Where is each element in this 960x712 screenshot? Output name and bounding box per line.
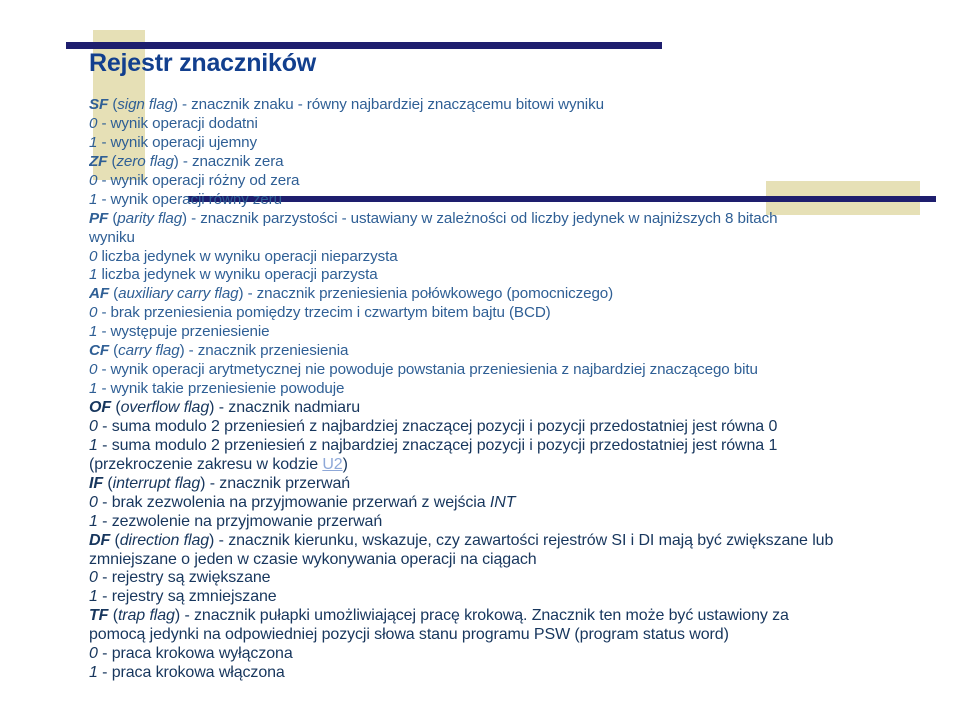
line-text: liczba jedynek w wyniku operacji parzysta xyxy=(97,266,378,284)
line-text: - znacznik przeniesienia xyxy=(184,342,349,360)
line-after: ) xyxy=(342,455,348,473)
line-text: - znacznik znaku - równy najbardziej znaczącemu bitowi wyniku xyxy=(177,96,604,113)
line-text: - suma modulo 2 przeniesień z najbardziej znaczącej pozycji i pozycji przedostatniej jest równa 1 xyxy=(97,436,778,454)
line-text: - wynik operacji różny od zera xyxy=(97,171,300,189)
text-line xyxy=(89,437,960,456)
line-text: - znacznik kierunku, wskazuje, czy zawartości rejestrów SI i DI mają być zwiększane lub xyxy=(214,531,834,549)
text-line xyxy=(89,229,960,248)
flag-line: TF (trap flag) - znacznik pułapki umożliwiającej pracę krokową. Znacznik ten może być ustawiony za xyxy=(89,607,789,625)
line-text: - znacznik przeniesienia połówkowego (pomocniczego) xyxy=(243,285,614,303)
text-line xyxy=(89,380,960,399)
flag-key: PF xyxy=(89,209,109,227)
flag-value: 1 xyxy=(89,133,98,151)
line-text: liczba jedynek w wyniku operacji nieparzysta xyxy=(97,247,398,265)
flag-line: IF (interrupt flag) - znacznik przerwań xyxy=(89,474,351,492)
flag-value: 1 xyxy=(89,323,98,341)
line-text: - brak zezwolenia na przyjmowanie przerwań z wejścia xyxy=(97,493,490,511)
line-text: - praca krokowa wyłączona xyxy=(97,645,293,663)
flag-key: CF xyxy=(89,342,110,360)
flag-key: AF xyxy=(89,285,110,303)
flag-key: ZF xyxy=(89,152,108,170)
flag-name: trap flag xyxy=(117,607,175,625)
text-line xyxy=(89,513,960,532)
text-line xyxy=(89,664,960,683)
flag-name: carry flag xyxy=(118,342,180,360)
flag-name: interrupt flag xyxy=(112,474,201,492)
flag-key: TF xyxy=(89,607,109,625)
text-line xyxy=(89,115,960,134)
line-text: zmniejszane o jeden w czasie wykonywania operacji na ciągach xyxy=(89,550,537,568)
flag-value: 1 xyxy=(89,512,98,530)
line-text: - wynik operacji ujemny xyxy=(97,133,258,151)
flag-line: ZF (zero flag) - znacznik zera xyxy=(89,152,284,170)
flag-key: SF xyxy=(89,96,109,113)
text-line xyxy=(89,551,960,570)
text-line xyxy=(89,248,960,267)
decor-top-line xyxy=(66,42,662,49)
link[interactable]: U2 xyxy=(322,455,343,473)
flag-value: 0 xyxy=(89,493,98,511)
flag-name: auxiliary carry flag xyxy=(118,285,239,303)
line-text: - znacznik pułapki umożliwiającej pracę krokową. Znacznik ten może być ustawiony za xyxy=(180,607,789,625)
flag-value: 0 xyxy=(89,171,98,189)
slide-title: Rejestr znaczników xyxy=(89,49,317,77)
flag-value: 1 xyxy=(89,664,98,682)
line-text: - znacznik zera xyxy=(178,152,284,170)
text-line xyxy=(89,418,960,437)
flag-value: 0 xyxy=(89,417,98,435)
flag-value: 0 xyxy=(89,361,98,379)
line-text: - rejestry są zwiększane xyxy=(97,569,271,587)
flag-value: 0 xyxy=(89,569,98,587)
line-text: - praca krokowa włączona xyxy=(97,664,285,682)
flag-name: sign flag xyxy=(117,96,173,113)
line-text: - wynik operacji arytmetycznej nie powoduje powstania przeniesienia z najbardziej znaczącego bitu xyxy=(97,361,758,379)
text-line xyxy=(89,134,960,153)
text-line xyxy=(89,323,960,342)
flag-value: 0 xyxy=(89,114,98,132)
slide-body xyxy=(89,96,960,683)
flag-line: OF (overflow flag) - znacznik nadmiaru xyxy=(89,399,360,416)
flag-name: overflow flag xyxy=(120,399,210,416)
flag-value: 0 xyxy=(89,304,98,322)
flag-line: SF (sign flag) - znacznik znaku - równy najbardziej znaczącemu bitowi wyniku xyxy=(89,96,604,113)
flag-key: IF xyxy=(89,474,104,492)
line-tail: INT xyxy=(489,493,516,511)
text-line xyxy=(89,191,960,210)
flag-name: zero flag xyxy=(116,152,174,170)
flag-value: 1 xyxy=(89,266,98,284)
text-line xyxy=(89,645,960,664)
flag-value: 0 xyxy=(89,645,98,663)
line-text: - wynik operacji dodatni xyxy=(97,114,258,132)
text-line xyxy=(89,266,960,285)
flag-line: DF (direction flag) - znacznik kierunku, wskazuje, czy zawartości rejestrów SI i DI mają być zwiększane lub xyxy=(89,531,834,549)
text-line xyxy=(89,494,960,513)
flag-value: 1 xyxy=(89,380,98,398)
line-text: wyniku xyxy=(89,228,135,246)
flag-line: PF (parity flag) - znacznik parzystości - ustawiany w zależności od liczby jedynek w najniższych 8 bitach xyxy=(89,209,778,227)
line-text: - zezwolenie na przyjmowanie przerwań xyxy=(97,512,383,530)
line-text: - rejestry są zmniejszane xyxy=(97,588,277,606)
line-text: - znacznik nadmiaru xyxy=(214,399,360,416)
flag-key: DF xyxy=(89,531,111,549)
line-text: - występuje przeniesienie xyxy=(97,323,270,341)
text-line xyxy=(89,456,960,475)
flag-value: 1 xyxy=(89,588,98,606)
text-line xyxy=(89,588,960,607)
flag-key: OF xyxy=(89,399,112,416)
line-text: (przekroczenie zakresu w kodzie xyxy=(89,455,323,473)
line-text: - znacznik przerwań xyxy=(205,474,351,492)
text-line xyxy=(89,361,960,380)
flag-name: parity flag xyxy=(117,209,183,227)
line-text: - brak przeniesienia pomiędzy trzecim i czwartym bitem bajtu (BCD) xyxy=(97,304,551,322)
line-text: - znacznik parzystości - ustawiany w zależności od liczby jedynek w najniższych 8 bitach xyxy=(187,209,778,227)
flag-name: direction flag xyxy=(119,531,210,549)
text-line xyxy=(89,172,960,191)
flag-line: CF (carry flag) - znacznik przeniesienia xyxy=(89,342,349,360)
line-text: pomocą jedynki na odpowiedniej pozycji słowa stanu programu PSW (program status word) xyxy=(89,626,729,644)
flag-value: 0 xyxy=(89,247,98,265)
text-line xyxy=(89,569,960,588)
flag-line: AF (auxiliary carry flag) - znacznik przeniesienia połówkowego (pomocniczego) xyxy=(89,285,614,303)
flag-value: 1 xyxy=(89,190,98,208)
line-text: - wynik operacji równy zeru xyxy=(97,190,282,208)
text-line xyxy=(89,626,960,645)
text-line xyxy=(89,304,960,323)
line-text: - suma modulo 2 przeniesień z najbardziej znaczącej pozycji i pozycji przedostatniej jest równa 0 xyxy=(97,417,778,435)
line-text: - wynik takie przeniesienie powoduje xyxy=(97,380,345,398)
flag-value: 1 xyxy=(89,436,98,454)
